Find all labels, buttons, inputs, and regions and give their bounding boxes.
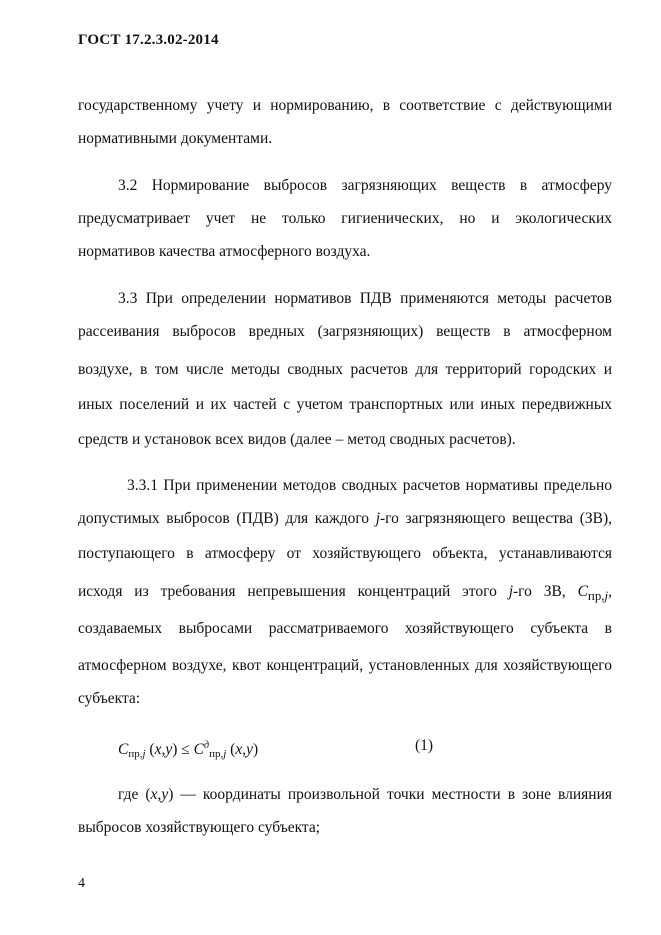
paragraph-line: атмосферном воздухе, квот концентраций, установленных для хозяйствующего — [78, 657, 612, 674]
paragraph-line: средств и установок всех видов (далее – метод сводных расчетов). — [78, 431, 516, 448]
paragraph-line: исходя из требования непревышения концентраций этого j-го ЗВ, $C_{пр,j}$, — [78, 583, 612, 604]
paragraph-line: 3.3 При определении нормативов ПДВ применяются методы расчетов — [118, 290, 612, 307]
paragraph-line: воздухе, в том числе методы сводных расчетов для территорий городских и — [78, 361, 612, 378]
paragraph-line: выбросов хозяйствующего субъекта; — [78, 819, 321, 836]
paragraph-line: иных поселений и их частей с учетом транспортных или иных передвижных — [78, 396, 612, 413]
paragraph-line: нормативов качества атмосферного воздуха. — [78, 243, 371, 260]
document-code-header: ГОСТ 17.2.3.02-2014 — [78, 32, 219, 48]
paragraph-line: рассеивания выбросов вредных (загрязняющих) веществ в атмосферном — [78, 323, 612, 340]
page-number: 4 — [78, 876, 85, 891]
formula-number: (1) — [415, 737, 434, 754]
paragraph-line: допустимых выбросов (ПДВ) для каждого j-го загрязняющего вещества (ЗВ), — [78, 510, 612, 527]
paragraph-line: предусматривает учет не только гигиенических, но и экологических — [78, 210, 612, 227]
paragraph-line: поступающего в атмосферу от хозяйствующего объекта, устанавливаются — [78, 545, 612, 562]
paragraph-line: где (x,y) — координаты произвольной точки местности в зоне влияния — [118, 786, 613, 803]
paragraph-line: создаваемых выбросами рассматриваемого хозяйствующего субъекта в — [78, 620, 612, 637]
paragraph-line: 3.3.1 При применении методов сводных расчетов нормативы предельно — [127, 477, 612, 494]
paragraph-line: нормативными документами. — [78, 130, 273, 147]
paragraph-line: 3.2 Нормирование выбросов загрязняющих веществ в атмосферу — [118, 177, 612, 194]
paragraph-line: государственному учету и нормированию, в соответствие с действующими — [78, 97, 612, 114]
paragraph-line: субъекта: — [78, 690, 141, 707]
formula-expression: $C_{пр,j}$ $(x,y) \le C^д_{пр,j}$ (x,y) — [118, 740, 259, 760]
